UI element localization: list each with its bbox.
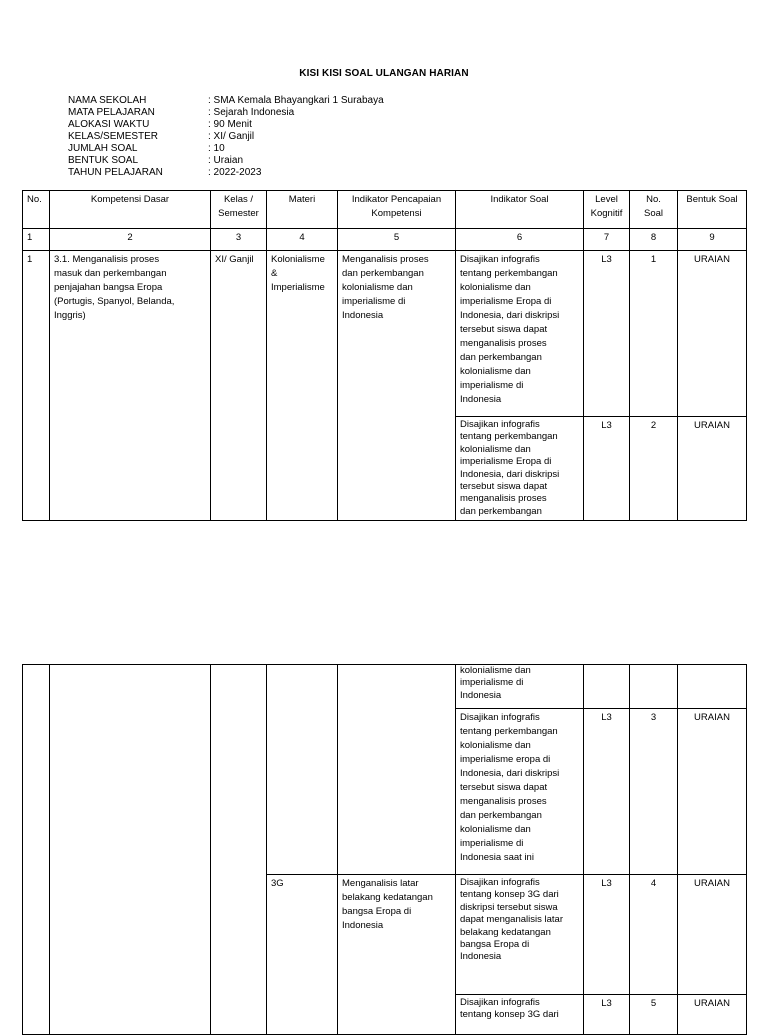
- bentuk-1: URAIAN: [678, 251, 747, 417]
- empty-kd-cell: [50, 665, 211, 1035]
- level-3: L3: [584, 709, 630, 875]
- info-row-form: BENTUK SOAL : Uraian: [68, 155, 244, 166]
- col-number-3: 3: [211, 229, 267, 251]
- column-number-row: [23, 229, 747, 251]
- empty-no-cell: [23, 665, 50, 1035]
- indikator-soal-4: Disajikan infografis tentang konsep 3G dari diskripsi tersebut siswa dapat menganalisis latar belakang kedatangan bangsa Eropa di Indonesia: [456, 875, 584, 995]
- no-soal-1: 1: [630, 251, 678, 417]
- col-number-2: 2: [50, 229, 211, 251]
- level-4: L3: [584, 875, 630, 995]
- info-row-subject: MATA PELAJARAN : Sejarah Indonesia: [68, 107, 295, 118]
- info-row-year: TAHUN PELAJARAN : 2022-2023: [68, 167, 262, 178]
- no-soal-3: 3: [630, 709, 678, 875]
- level-2: L3: [584, 417, 630, 521]
- empty-materi-cell: [267, 665, 338, 875]
- empty-bentuk-cell: [678, 665, 747, 709]
- info-row-time: ALOKASI WAKTU : 90 Menit: [68, 119, 252, 130]
- info-block: [68, 95, 384, 179]
- header-kelas: Kelas / Semester: [211, 191, 267, 229]
- header-bentuk: Bentuk Soal: [678, 191, 747, 229]
- empty-level-cell: [584, 665, 630, 709]
- col-number-9: 9: [678, 229, 747, 251]
- ipk-3g-cell: Menganalisis latar belakang kedatangan bangsa Eropa di Indonesia: [338, 875, 456, 1035]
- empty-kelas-cell: [211, 665, 267, 1035]
- table-row: [23, 251, 747, 417]
- row-no: 1: [23, 251, 50, 521]
- col-number-8: 8: [630, 229, 678, 251]
- kompetensi-dasar-cell: 3.1. Menganalisis proses masuk dan perkembangan penjajahan bangsa Eropa (Portugis, Spanyol, Belanda, Inggris): [50, 251, 211, 521]
- kelas-cell: XI/ Ganjil: [211, 251, 267, 521]
- grid-table-page2: [22, 664, 747, 1035]
- header-indikator-soal: Indikator Soal: [456, 191, 584, 229]
- header-materi: Materi: [267, 191, 338, 229]
- ipk-cell: Menganalisis proses dan perkembangan kolonialisme dan imperialisme di Indonesia: [338, 251, 456, 521]
- col-number-1: 1: [23, 229, 50, 251]
- materi-cell: Kolonialisme & Imperialisme: [267, 251, 338, 521]
- bentuk-5: URAIAN: [678, 995, 747, 1035]
- no-soal-4: 4: [630, 875, 678, 995]
- materi-3g-cell: 3G: [267, 875, 338, 1035]
- col-number-5: 5: [338, 229, 456, 251]
- empty-no-soal-cell: [630, 665, 678, 709]
- bentuk-2: URAIAN: [678, 417, 747, 521]
- document-title: KISI KISI SOAL ULANGAN HARIAN: [299, 68, 469, 79]
- col-number-7: 7: [584, 229, 630, 251]
- header-row: [23, 191, 747, 229]
- indikator-soal-3: Disajikan infografis tentang perkembangan kolonialisme dan imperialisme eropa di Indonesia, dari diskripsi tersebut siswa dapat menganalisis proses dan perkembangan kolonialisme dan imperialisme di Indonesia saat ini: [456, 709, 584, 875]
- table-row: [23, 665, 747, 709]
- header-level: Level Kognitif: [584, 191, 630, 229]
- info-row-count: JUMLAH SOAL : 10: [68, 143, 225, 154]
- info-row-class: KELAS/SEMESTER : XI/ Ganjil: [68, 131, 255, 142]
- grid-table-page1: [22, 190, 747, 521]
- header-ipk: Indikator Pencapaian Kompetensi: [338, 191, 456, 229]
- header-no: No.: [23, 191, 50, 229]
- info-row-school: NAMA SEKOLAH : SMA Kemala Bhayangkari 1 Surabaya: [68, 95, 384, 106]
- indikator-soal-continuation: kolonialisme dan imperialisme di Indonesia: [456, 665, 584, 709]
- bentuk-4: URAIAN: [678, 875, 747, 995]
- no-soal-2: 2: [630, 417, 678, 521]
- header-kompetensi-dasar: Kompetensi Dasar: [50, 191, 211, 229]
- no-soal-5: 5: [630, 995, 678, 1035]
- empty-ipk-cell: [338, 665, 456, 875]
- indikator-soal-1: Disajikan infografis tentang perkembangan kolonialisme dan imperialisme Eropa di Indonesia, dari diskripsi tersebut siswa dapat menganalisis proses dan perkembangan kolonialisme dan imperialisme di Indonesia: [456, 251, 584, 417]
- level-5: L3: [584, 995, 630, 1035]
- level-1: L3: [584, 251, 630, 417]
- col-number-4: 4: [267, 229, 338, 251]
- header-no-soal: No. Soal: [630, 191, 678, 229]
- bentuk-3: URAIAN: [678, 709, 747, 875]
- col-number-6: 6: [456, 229, 584, 251]
- indikator-soal-2: Disajikan infografis tentang perkembangan kolonialisme dan imperialisme Eropa di Indonesia, dari diskripsi tersebut siswa dapat menganalisis proses dan perkembangan: [456, 417, 584, 521]
- indikator-soal-5: Disajikan infografis tentang konsep 3G dari: [456, 995, 584, 1035]
